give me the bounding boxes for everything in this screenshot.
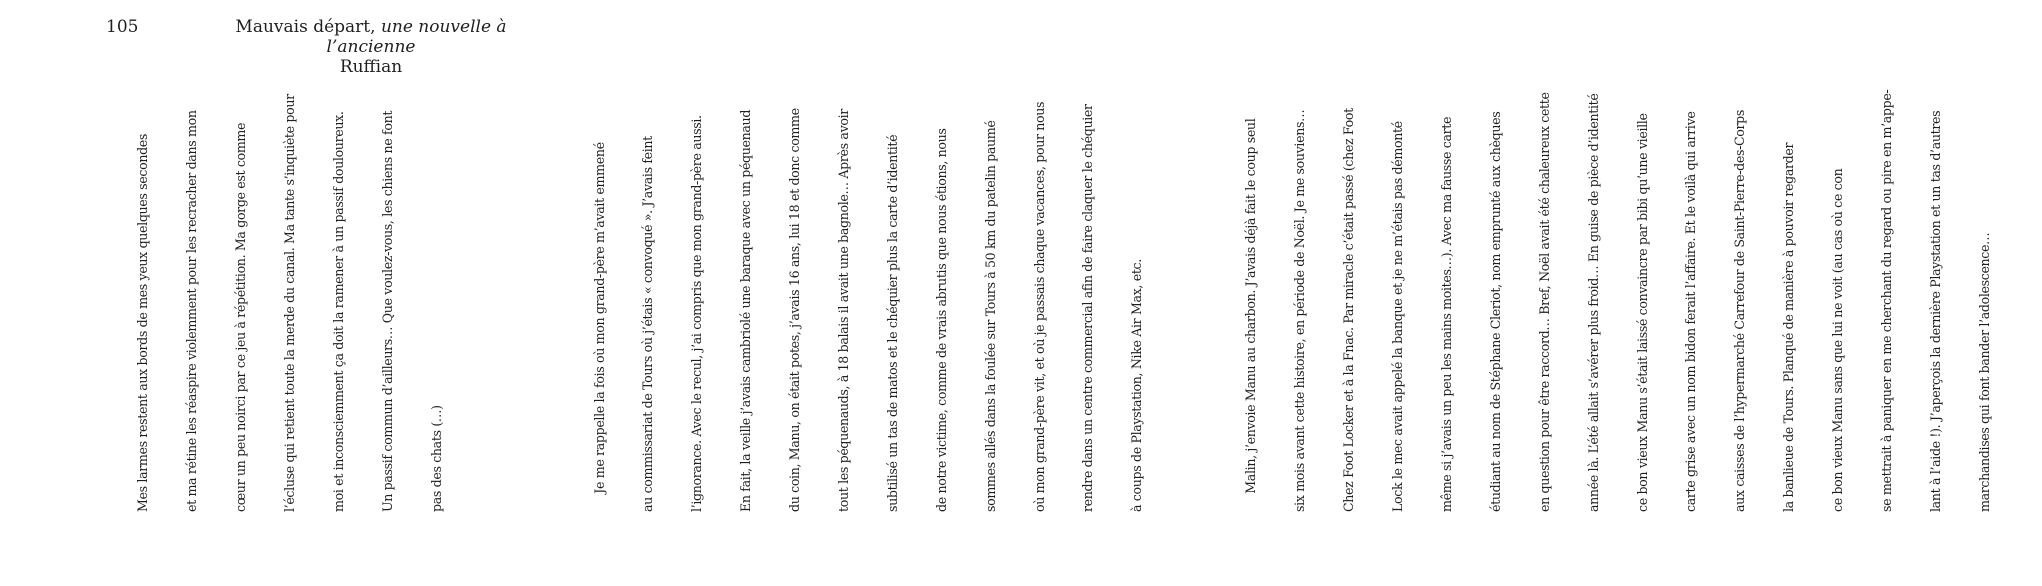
text-line: au commissariat de Tours où j’étais « convoqué ». J’avais feint xyxy=(640,136,656,512)
text-line: à coups de Playstation, Nike Air Max, etc. xyxy=(1129,259,1145,512)
text-line: lant à l’aide !). J’aperçois la dernière Playstation et un tas d’autres xyxy=(1927,110,1943,512)
paragraph-3 xyxy=(1211,89,2026,512)
paragraph-gap xyxy=(510,112,526,512)
page-number: 105 xyxy=(106,17,139,37)
text-line: l’écluse qui retient toute la merde du canal. Ma tante s’inquiète pour xyxy=(281,94,297,512)
text-line: carte grise avec un nom bidon ferait l’affaire. Et le voilà qui arrive xyxy=(1683,111,1699,512)
paragraph-2 xyxy=(559,101,1178,512)
text-line: cœur un peu noirci par ce jeu à répétition. Ma gorge est comme xyxy=(232,122,248,512)
text-line: Malin, j’envoie Manu au charbon. J’avais déjà fait le coup seul xyxy=(1243,118,1259,512)
text-line: se mettrait à paniquer en me cherchant du regard ou pire en m’appe- xyxy=(1878,89,1894,512)
text-line: même si j’avais un peu les mains moites…). Avec ma fausse carte xyxy=(1438,116,1454,512)
text-line: Lock le mec avait appelé la banque et je ne m’étais pas démonté xyxy=(1390,121,1406,512)
text-line: Chez Foot Locker et à la Fnac. Par miracle c’était passé (chez Foot xyxy=(1341,108,1357,512)
text-line: en question pour être raccord… Bref, Noël avait été chaleureux cette xyxy=(1536,92,1552,512)
text-line: tout les péquenauds, à 18 balais il avait une bagnole… Après avoir xyxy=(835,109,851,512)
text-line: sommes allés dans la foulée sur Tours à 50 km du patelin paumé xyxy=(982,120,998,512)
text-line: Un passif commun d’ailleurs… Que voulez-vous, les chiens ne font xyxy=(379,110,395,512)
text-line: marchandises qui font bander l’adolescence… xyxy=(1976,232,1992,512)
rotated-text-body xyxy=(70,89,1992,512)
text-line: pas des chats (…) xyxy=(428,405,444,512)
text-line: ce bon vieux Manu sans que lui ne voit (au cas où ce con xyxy=(1830,168,1846,512)
text-line: subtilisé un tas de matos et le chéquier plus la carte d’identité xyxy=(884,134,900,512)
text-line: étudiant au nom de Stéphane Cleriot, nom emprunté aux chèques xyxy=(1487,111,1503,512)
text-line: et ma rétine les réaspire violemment pour les recracher dans mon xyxy=(184,110,200,512)
running-title xyxy=(200,17,542,77)
text-line: l’ignorance. Avec le recul, j’ai compris que mon grand-père aussi. xyxy=(689,115,705,512)
title-roman: Mauvais départ, xyxy=(235,17,381,37)
text-line: aux caisses de l’hypermarché Carrefour de Saint-Pierre-des-Corps xyxy=(1732,110,1748,512)
text-line: ce bon vieux Manu s’était laissé convaincre par bibi qu’une vieille xyxy=(1634,113,1650,512)
text-line: six mois avant cette histoire, en période de Noël. Je me souviens… xyxy=(1292,109,1308,512)
text-line: rendre dans un centre commercial afin de faire claquer le chéquier xyxy=(1080,104,1096,512)
text-line: moi et inconsciemment ça doit la ramener à un passif douloureux. xyxy=(330,111,346,512)
paragraph-1 xyxy=(103,94,478,512)
text-line: année là. L’été allait s’avérer plus froid… En guise de pièce d’identité xyxy=(1585,93,1601,512)
text-line: du coin, Manu, on était potes, j’avais 16 ans, lui 18 et donc comme xyxy=(787,108,803,512)
text-line: où mon grand-père vit, et où je passais chaque vacances, pour nous xyxy=(1031,101,1047,512)
text-line: la banlieue de Tours. Planqué de manière à pouvoir regarder xyxy=(1781,142,1797,512)
title-italic: une nouvelle à l’ancienne xyxy=(326,17,507,57)
author-name: Ruffian xyxy=(339,57,403,77)
text-line: de notre victime, comme de vrais abrutis que nous étions, nous xyxy=(933,128,949,512)
text-line: En fait, la veille j’avais cambriolé une baraque avec un péquenaud xyxy=(738,109,754,512)
text-line: Je me rappelle la fois où mon grand-père m’avait emmené xyxy=(591,142,607,512)
text-line: Mes larmes restent aux bords de mes yeux quelques secondes xyxy=(135,133,151,512)
